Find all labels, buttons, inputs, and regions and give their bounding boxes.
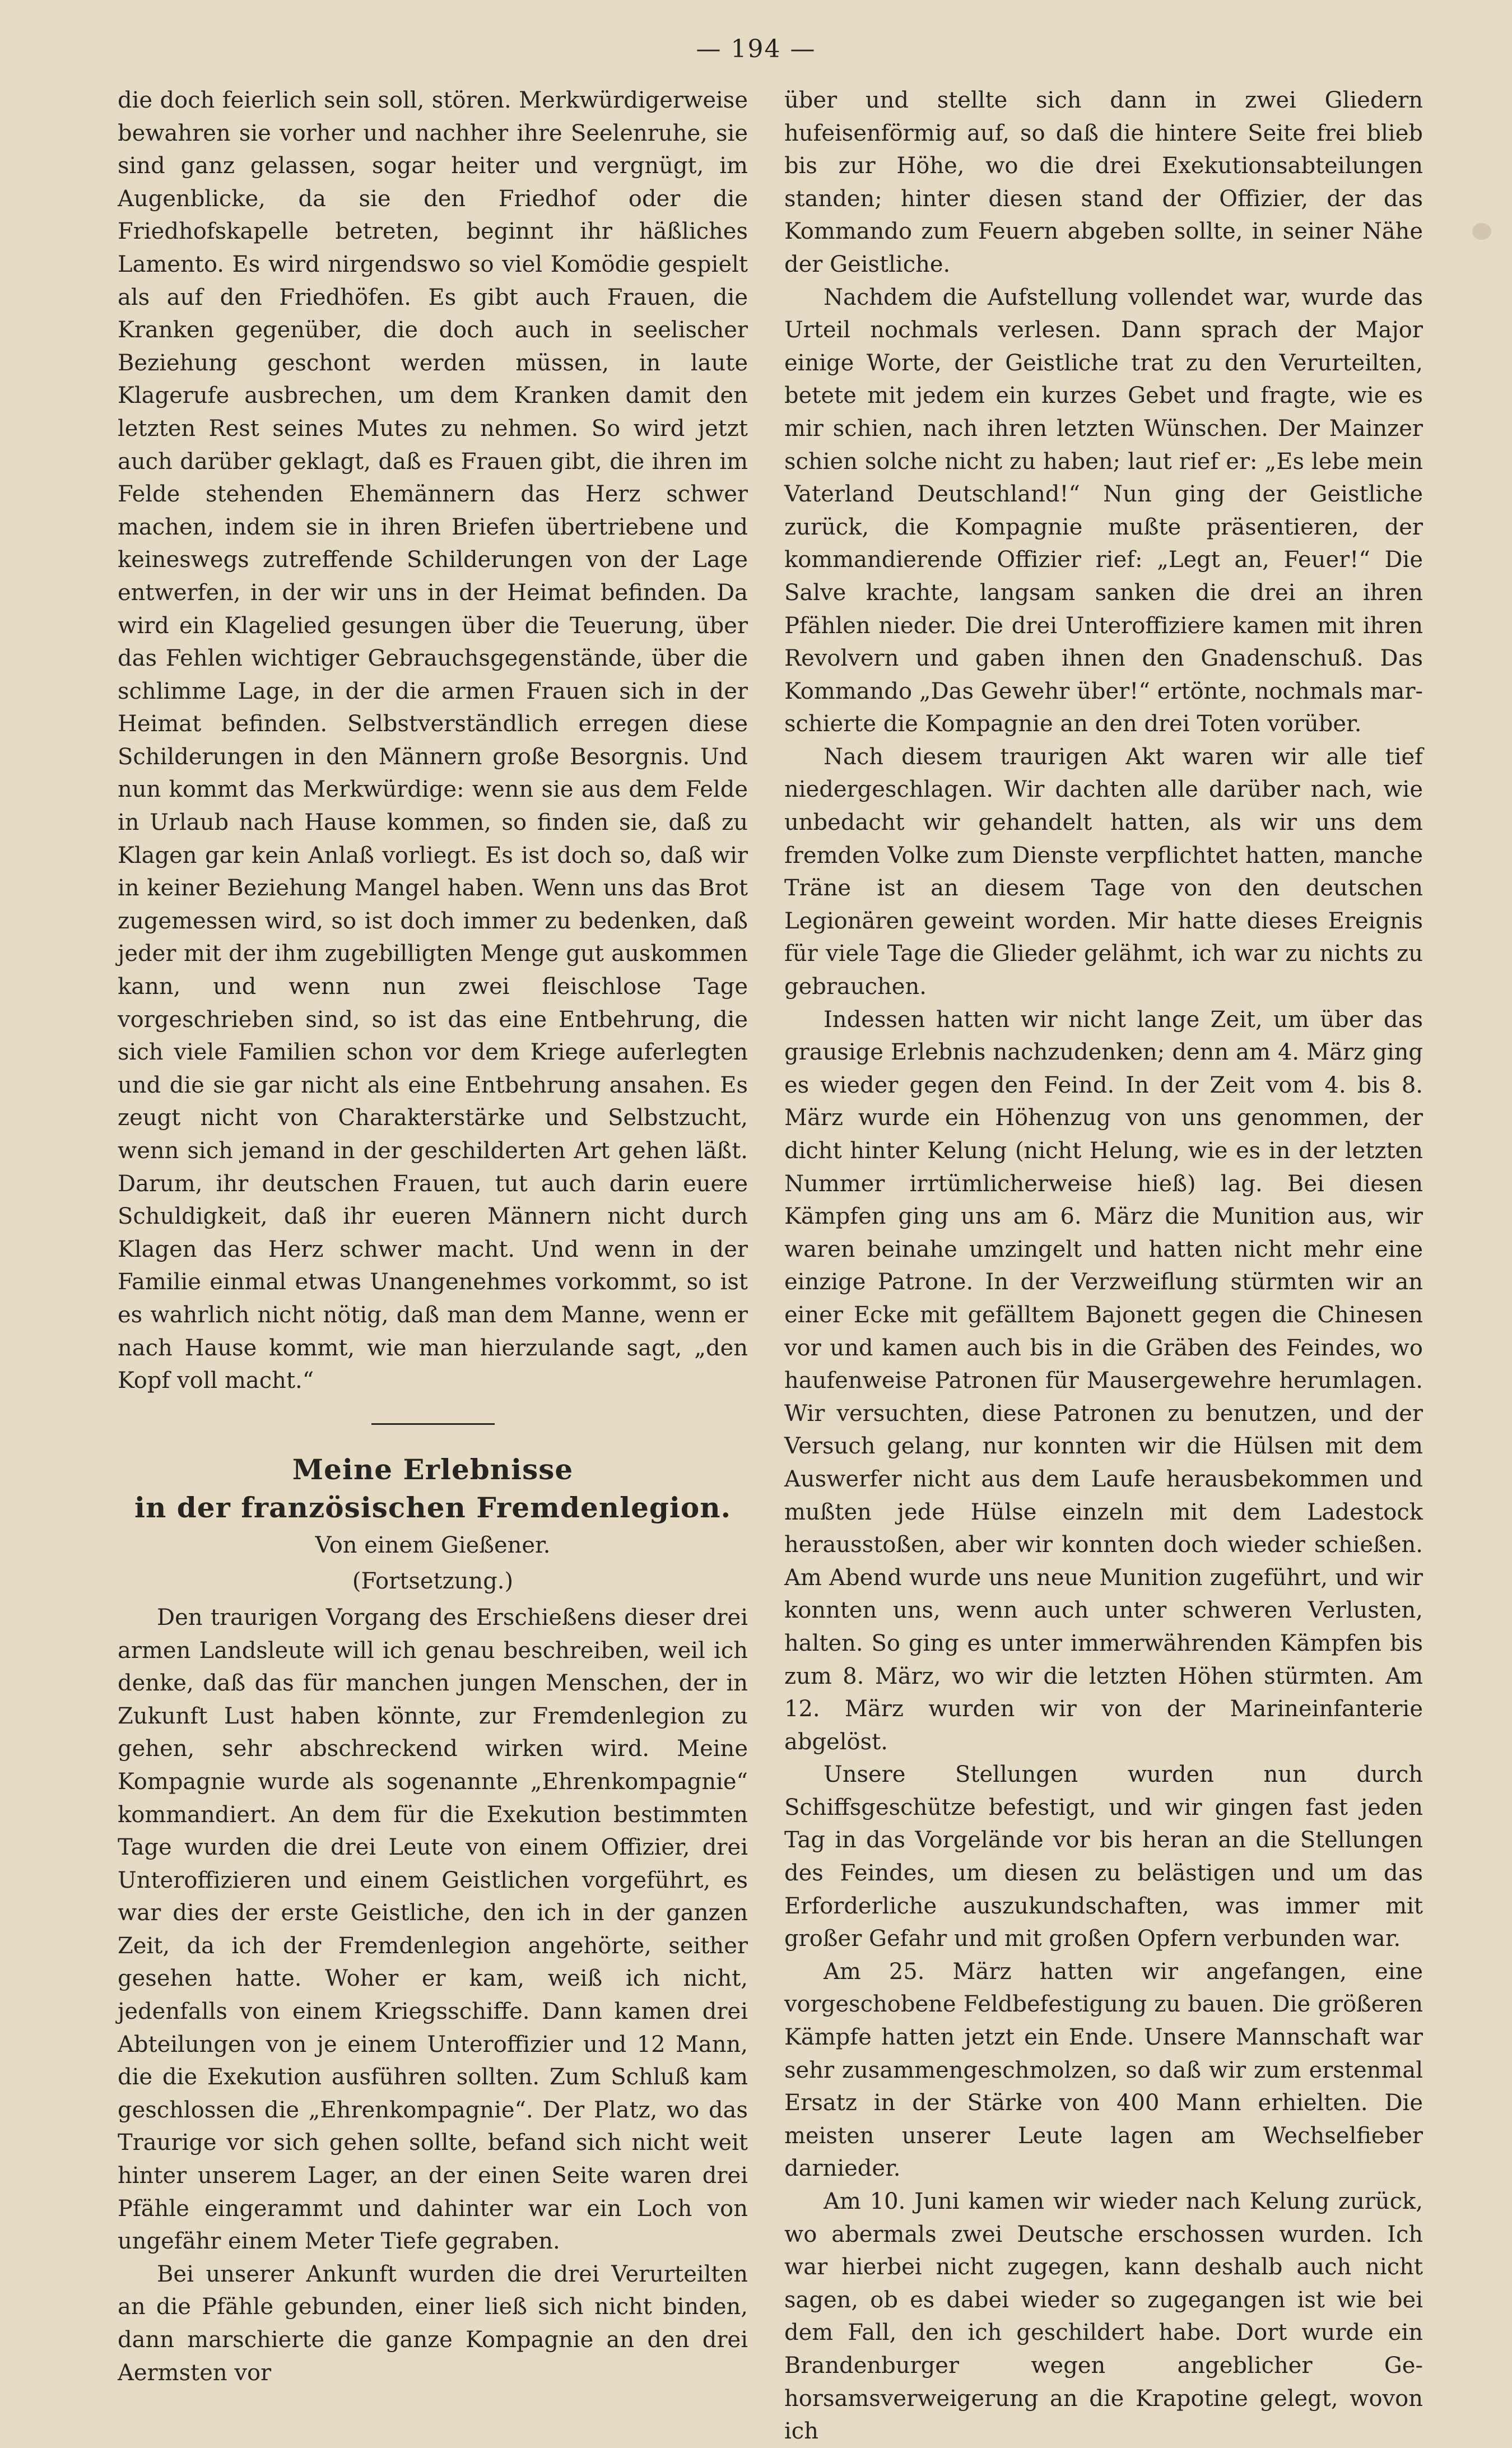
- paragraph: Nach diesem traurigen Akt waren wir alle tief niedergeschlagen. Wir dachten alle darüber nach, wie unbedacht wir gehandelt hatten, als wir uns dem fremden Volke zum Dienste verpflichtet hatten, manche Träne ist an diesem Tage von den deutschen Legionären geweint worden. Mir hatte dieses Ereignis für viele Tage die Glieder gelähmt, ich war zu nichts zu gebrauchen.: [784, 744, 1423, 1000]
- page-number: — 194 —: [696, 35, 816, 63]
- paragraph: Bei unserer Ankunft wurden die drei Verurteilten an die Pfähle gebunden, einer ließ sich nicht binden, dann marschierte die ganze Kompagnie an den drei Aermsten vor: [118, 2261, 748, 2386]
- article-continuation-note: (Fortsetzung.): [352, 1568, 514, 1595]
- paragraph: Am 10. Juni kamen wir wieder nach Kelung zurück, wo abermals zwei Deutsche erschossen wurden. Ich war hierbei nicht zugegen, kann deshalb auch nicht sagen, ob es dabei wieder so zugegangen ist wie bei dem Fall, den ich geschildert habe. Dort wurde ein Brandenburger wegen angeblicher Gehorsamsverweigerung an die Krapotine gelegt, wovon ich: [784, 2189, 1423, 2445]
- paragraph: Den traurigen Vorgang des Erschießens dieser drei armen Landsleute will ich genau beschreiben, weil ich denke, daß das für manchen jungen Menschen, der in Zukunft Lust haben könnte, zur Fremdenlegion zu gehen, sehr abschreckend wirken wird. Meine Kompagnie wurde als sogenannte „Ehrenkompagnie“ kommandiert. An dem für die Exekution bestimmten Tage wurden die drei Leute von einem Offizier, drei Unteroffizieren und einem Geistlichen vorgeführt, es war dies der erste Geistliche, den ich in der ganzen Zeit, da ich der Fremdenlegion angehörte, seither gesehen hatte. Woher er kam, weiß ich nicht, jedenfalls von einem Kriegsschiffe. Dann kamen drei Abteilungen von je einem Unteroffizier und 12 Mann, die die Exekution ausführen sollten. Zum Schluß kam geschlossen die „Ehrenkompagnie“. Der Platz, wo das Traurige vor sich gehen sollte, befand sich nicht weit hinter unserem Lager, an der einen Seite waren drei Pfähle eingerammt und dahinter war ein Loch von ungefähr einem Meter Tiefe gegraben.: [118, 1604, 748, 2255]
- left-column: [118, 84, 748, 2389]
- paragraph: die doch feierlich sein soll, stören. Merkwürdigerweise bewahren sie vorher und nachher ihre Seelenruhe, sie sind ganz gelassen, sogar heiter und vergnügt, im Augenblicke, da sie den Friedhof oder die Friedhofskapelle betreten, beginnt ihr häßliches Lamento. Es wird nirgendswo so viel Komödie gespielt als auf den Friedhöfen. Es gibt auch Frauen, die Kranken gegenüber, die doch auch in seelischer Beziehung geschont werden müssen, in laute Klagerufe ausbrechen, um dem Kranken damit den letzten Rest seines Mutes zu nehmen. So wird jetzt auch darüber geklagt, daß es Frauen gibt, die ihren im Felde stehenden Ehemännern das Herz schwer machen, indem sie in ihren Briefen übertriebene und keineswegs zutreffende Schilderungen von der Lage entwerfen, in der wir uns in der Heimat befinden. Da wird ein Klagelied gesungen über die Teuerung, über das Fehlen wichtiger Gebrauchsgegenstände, über die schlimme Lage, in der die armen Frauen sich in der Heimat befinden. Selbstverständlich erregen diese Schilderungen in den Männern große Besorgnis. Und nun kommt das Merkwürdige: wenn sie aus dem Felde in Urlaub nach Hause kommen, so finden sie, daß zu Klagen gar kein Anlaß vorliegt. Es ist doch so, daß wir in keiner Beziehung Mangel haben. Wenn uns das Brot zugemessen wird, so ist doch immer zu bedenken, daß jeder mit der ihm zugebilligten Menge gut auskommen kann, und wenn nun zwei fleischlose Tage vorgeschrieben sind, so ist das eine Entbehrung, die sich viele Familien schon vor dem Kriege auferlegten und die sie gar nicht als eine Entbehrung ansahen. Es zeugt nicht von Charakterstärke und Selbstzucht, wenn sich jemand in der geschilderten Art gehen läßt. Darum, ihr deutschen Frauen, tut auch darin euere Schuldigkeit, daß ihr eueren Männern nicht durch Klagen das Herz schwer macht. Und wenn in der Familie einmal etwas Unangenehmes vorkommt, so ist es wahrlich nicht nötig, daß man dem Manne, wenn er nach Hause kommt, wie man hierzulande sagt, „den Kopf voll macht.“: [118, 87, 748, 1394]
- right-column: [784, 84, 1423, 2448]
- paragraph: Nachdem die Aufstellung vollendet war, wurde das Urteil nochmals verlesen. Dann sprach der Major einige Worte, der Geistliche trat zu den Verurteilten, betete mit jedem ein kurzes Gebet und fragte, wie es mir schien, nach ihren letzten Wünschen. Der Mainzer schien solche nicht zu haben; laut rief er: „Es lebe mein Vaterland Deutschland!“ Nun ging der Geistliche zurück, die Kompagnie mußte präsentieren, der kommandierende Offizier rief: „Legt an, Feuer!“ Die Salve krachte, langsam sanken die drei an ihren Pfählen nieder. Die drei Unteroffiziere kamen mit ihren Revolvern und gaben ihnen den Gnadenschuß. Das Kommando „Das Gewehr über!“ ertönte, nochmals marschierte die Kompagnie an den drei Toten vorüber.: [784, 284, 1423, 737]
- paper-stain: [1472, 223, 1491, 240]
- paragraph: Am 25. März hatten wir angefangen, eine vorgeschobene Feldbefestigung zu bauen. Die größeren Kämpfe hatten jetzt ein Ende. Unsere Mannschaft war sehr zusammengeschmolzen, so daß wir zum erstenmal Ersatz in der Stärke von 400 Mann erhielten. Die meisten unserer Leute lagen am Wechselfieber darnieder.: [784, 1958, 1423, 2182]
- article-byline: Von einem Gießener.: [315, 1532, 551, 1558]
- paragraph: Unsere Stellungen wurden nun durch Schiffsgeschütze befestigt, und wir gingen fast jeden Tag in das Vorgelände vor bis heran an die Stellungen des Feindes, um diesen zu belästigen und um das Erforderliche auszukundschaften, was immer mit großer Gefahr und mit großen Opfern verbunden war.: [784, 1762, 1423, 1952]
- section-divider: [371, 1423, 495, 1425]
- article-title-line1: Meine Erlebnisse: [292, 1452, 574, 1486]
- paragraph: Indessen hatten wir nicht lange Zeit, um über das grausige Erlebnis nachzudenken; denn am 4. März ging es wieder gegen den Feind. In der Zeit vom 4. bis 8. März wurde ein Höhenzug von uns genommen, der dicht hinter Kelung (nicht Helung, wie es in der letzten Nummer irrtümlicherweise hieß) lag. Bei diesen Kämpfen ging uns am 6. März die Munition aus, wir waren beinahe umzingelt und hatten nicht mehr eine einzige Patrone. In der Verzweiflung stürmten wir an einer Ecke mit gefälltem Bajonett gegen die Chinesen vor und kamen auch bis in die Gräben des Feindes, wo haufenweise Patronen für Mausergewehre herumlagen. Wir versuchten, diese Patronen zu benutzen, und der Versuch gelang, nur konnten wir die Hülsen mit dem Auswerfer nicht aus dem Laufe herausbekommen und mußten jede Hülse einzeln mit dem Ladestock herausstoßen, aber wir konnten doch wieder schießen. Am Abend wurde uns neue Munition zugeführt, und wir konnten uns, wenn auch unter schweren Verlusten, halten. So ging es unter immerwährenden Kämpfen bis zum 8. März, wo wir die letzten Höhen stürmten. Am 12. März wurden wir von der Marineinfanterie abgelöst.: [784, 1006, 1423, 1755]
- article-title-line2: in der französischen Fremdenlegion.: [134, 1490, 731, 1524]
- paragraph: über und stellte sich dann in zwei Gliedern hufeisenförmig auf, so daß die hintere Seite frei blieb bis zur Höhe, wo die drei Exekutionsabteilungen standen; hinter diesen stand der Offizier, der das Kommando zum Feuern abgeben sollte, in seiner Nähe der Geistliche.: [784, 87, 1423, 277]
